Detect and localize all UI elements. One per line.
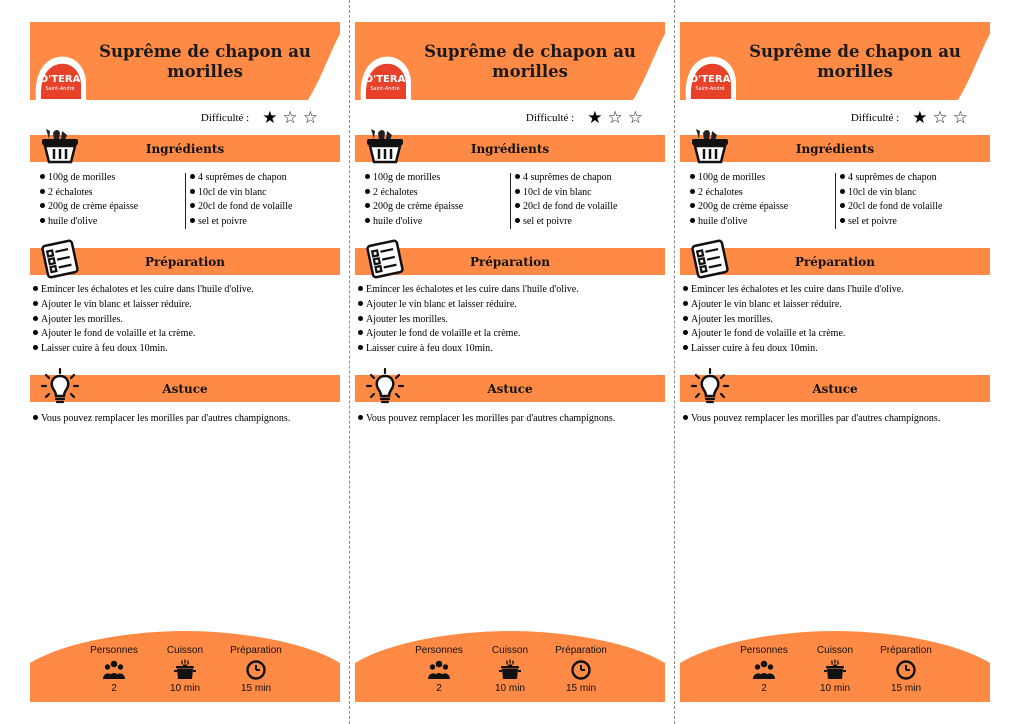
cooking-value: 10 min <box>819 683 850 694</box>
ingredient-item: 2 échalotes <box>40 186 185 201</box>
people-icon <box>753 659 775 681</box>
ingredient-item: 10cl de vin blanc <box>515 186 665 201</box>
ingredient-item: 4 suprêmes de chapon <box>515 171 665 186</box>
servings-value: 2 <box>436 683 442 694</box>
recipe-title: Suprême de chapon au morilles <box>424 42 636 81</box>
ingredients-list <box>355 171 665 229</box>
ingredients-title: Ingrédients <box>470 141 550 156</box>
difficulty-rating <box>851 109 968 126</box>
difficulty-star-empty: ☆ <box>607 108 623 127</box>
lightbulb-icon <box>365 367 405 407</box>
ingredient-item: 20cl de fond de volaille <box>840 200 990 215</box>
ingredient-item: sel et poivre <box>190 215 340 230</box>
ingredients-title: Ingrédients <box>145 141 225 156</box>
cooking-pot-icon <box>824 659 846 681</box>
cooking-pot-icon <box>174 659 196 681</box>
cooking-label: Cuisson <box>816 645 854 656</box>
ingredients-list <box>680 171 990 229</box>
preparation-steps <box>358 283 663 357</box>
preparation-step: Ajouter les morilles. <box>358 313 663 328</box>
ingredient-item: huile d'olive <box>365 215 510 230</box>
cooking-value: 10 min <box>494 683 525 694</box>
tip-header <box>30 375 340 402</box>
preparation-steps <box>683 283 988 357</box>
cooking-value: 10 min <box>169 683 200 694</box>
difficulty-star-empty: ☆ <box>627 108 643 127</box>
brand-name: O'TERA <box>689 74 731 85</box>
ingredient-item: sel et poivre <box>515 215 665 230</box>
ingredients-list <box>30 171 340 229</box>
card-footer <box>680 631 990 702</box>
ingredient-item: huile d'olive <box>40 215 185 230</box>
servings-label: Personnes <box>740 645 788 656</box>
ingredient-item: 200g de crème épaisse <box>690 200 835 215</box>
basket-icon <box>40 125 80 165</box>
difficulty-star-filled: ★ <box>912 108 928 127</box>
prep-time-label: Préparation <box>230 645 282 656</box>
prep-time-info <box>216 645 296 694</box>
basket-icon <box>690 125 730 165</box>
ingredients-header <box>30 135 340 162</box>
ingredient-item: 20cl de fond de volaille <box>190 200 340 215</box>
cooking-info <box>795 645 875 694</box>
ingredient-item: 200g de crème épaisse <box>40 200 185 215</box>
ingredients-column-right <box>185 173 340 229</box>
preparation-step: Emincer les échalotes et les cuire dans l'huile d'olive. <box>33 283 338 298</box>
preparation-header <box>680 248 990 275</box>
ingredients-title: Ingrédients <box>795 141 875 156</box>
preparation-step: Ajouter les morilles. <box>33 313 338 328</box>
ingredients-header <box>680 135 990 162</box>
recipe-card <box>30 22 340 702</box>
people-icon <box>103 659 125 681</box>
ingredient-item: sel et poivre <box>840 215 990 230</box>
servings-value: 2 <box>111 683 117 694</box>
ingredient-item: 200g de crème épaisse <box>365 200 510 215</box>
lightbulb-icon <box>690 367 730 407</box>
ingredient-item: 2 échalotes <box>365 186 510 201</box>
servings-info <box>74 645 154 694</box>
difficulty-label: Difficulté : <box>525 111 575 124</box>
ingredients-header <box>355 135 665 162</box>
cooking-label: Cuisson <box>166 645 204 656</box>
preparation-step: Emincer les échalotes et les cuire dans l'huile d'olive. <box>358 283 663 298</box>
prep-time-info <box>541 645 621 694</box>
card-header <box>355 22 665 100</box>
brand-name: O'TERA <box>39 74 81 85</box>
cooking-info <box>470 645 550 694</box>
brand-logo <box>32 49 86 101</box>
card-header <box>30 22 340 100</box>
clock-icon <box>245 659 267 681</box>
preparation-header <box>30 248 340 275</box>
preparation-step: Laisser cuire à feu doux 10min. <box>683 342 988 357</box>
tip-title: Astuce <box>487 381 533 396</box>
people-icon <box>428 659 450 681</box>
difficulty-star-empty: ☆ <box>932 108 948 127</box>
ingredient-item: 10cl de vin blanc <box>190 186 340 201</box>
prep-time-value: 15 min <box>890 683 921 694</box>
preparation-title: Préparation <box>144 254 226 269</box>
difficulty-star-empty: ☆ <box>952 108 968 127</box>
preparation-step: Ajouter le fond de volaille et la crème. <box>33 327 338 342</box>
servings-info <box>724 645 804 694</box>
checklist-icon <box>690 239 730 279</box>
tip-header <box>355 375 665 402</box>
ingredient-item: 4 suprêmes de chapon <box>190 171 340 186</box>
preparation-step: Emincer les échalotes et les cuire dans l'huile d'olive. <box>683 283 988 298</box>
ingredients-column-right <box>510 173 665 229</box>
prep-time-label: Préparation <box>555 645 607 656</box>
difficulty-rating <box>201 109 318 126</box>
brand-subtitle: Saint-André <box>45 86 75 92</box>
tip-text: Vous pouvez remplacer les morilles par d'autres champignons. <box>33 413 338 424</box>
difficulty-star-filled: ★ <box>587 108 603 127</box>
checklist-icon <box>365 239 405 279</box>
difficulty-label: Difficulté : <box>200 111 250 124</box>
checklist-icon <box>40 239 80 279</box>
preparation-title: Préparation <box>794 254 876 269</box>
recipe-card <box>680 22 990 702</box>
difficulty-label: Difficulté : <box>850 111 900 124</box>
tip-text: Vous pouvez remplacer les morilles par d'autres champignons. <box>358 413 663 424</box>
clock-icon <box>570 659 592 681</box>
preparation-steps <box>33 283 338 357</box>
servings-value: 2 <box>761 683 767 694</box>
cooking-info <box>145 645 225 694</box>
ingredient-item: 100g de morilles <box>365 171 510 186</box>
tip-title: Astuce <box>162 381 208 396</box>
recipe-title: Suprême de chapon au morilles <box>99 42 311 81</box>
preparation-step: Ajouter le vin blanc et laisser réduire. <box>683 298 988 313</box>
preparation-step: Ajouter le vin blanc et laisser réduire. <box>33 298 338 313</box>
cooking-label: Cuisson <box>491 645 529 656</box>
basket-icon <box>365 125 405 165</box>
preparation-step: Laisser cuire à feu doux 10min. <box>358 342 663 357</box>
ingredients-column-left <box>680 171 835 229</box>
tip-text: Vous pouvez remplacer les morilles par d'autres champignons. <box>683 413 988 424</box>
ingredient-item: 100g de morilles <box>40 171 185 186</box>
prep-time-value: 15 min <box>240 683 271 694</box>
brand-name: O'TERA <box>364 74 406 85</box>
ingredient-item: 20cl de fond de volaille <box>515 200 665 215</box>
tip-title: Astuce <box>812 381 858 396</box>
card-footer <box>355 631 665 702</box>
preparation-step: Ajouter le fond de volaille et la crème. <box>683 327 988 342</box>
difficulty-star-empty: ☆ <box>302 108 318 127</box>
difficulty-star-filled: ★ <box>262 108 278 127</box>
brand-logo <box>682 49 736 101</box>
brand-subtitle: Saint-André <box>370 86 400 92</box>
preparation-header <box>355 248 665 275</box>
servings-label: Personnes <box>415 645 463 656</box>
difficulty-rating <box>526 109 643 126</box>
servings-info <box>399 645 479 694</box>
prep-time-value: 15 min <box>565 683 596 694</box>
ingredient-item: 10cl de vin blanc <box>840 186 990 201</box>
prep-time-label: Préparation <box>880 645 932 656</box>
clock-icon <box>895 659 917 681</box>
ingredient-item: 2 échalotes <box>690 186 835 201</box>
ingredients-column-left <box>355 171 510 229</box>
ingredients-column-left <box>30 171 185 229</box>
brand-logo <box>357 49 411 101</box>
prep-time-info <box>866 645 946 694</box>
cut-line <box>349 0 350 724</box>
ingredient-item: 4 suprêmes de chapon <box>840 171 990 186</box>
card-header <box>680 22 990 100</box>
preparation-title: Préparation <box>469 254 551 269</box>
cut-line <box>674 0 675 724</box>
ingredient-item: huile d'olive <box>690 215 835 230</box>
preparation-step: Laisser cuire à feu doux 10min. <box>33 342 338 357</box>
preparation-step: Ajouter les morilles. <box>683 313 988 328</box>
recipe-card <box>355 22 665 702</box>
difficulty-star-empty: ☆ <box>282 108 298 127</box>
ingredient-item: 100g de morilles <box>690 171 835 186</box>
card-footer <box>30 631 340 702</box>
preparation-step: Ajouter le fond de volaille et la crème. <box>358 327 663 342</box>
preparation-step: Ajouter le vin blanc et laisser réduire. <box>358 298 663 313</box>
ingredients-column-right <box>835 173 990 229</box>
lightbulb-icon <box>40 367 80 407</box>
cooking-pot-icon <box>499 659 521 681</box>
brand-subtitle: Saint-André <box>695 86 725 92</box>
recipe-title: Suprême de chapon au morilles <box>749 42 961 81</box>
servings-label: Personnes <box>90 645 138 656</box>
tip-header <box>680 375 990 402</box>
